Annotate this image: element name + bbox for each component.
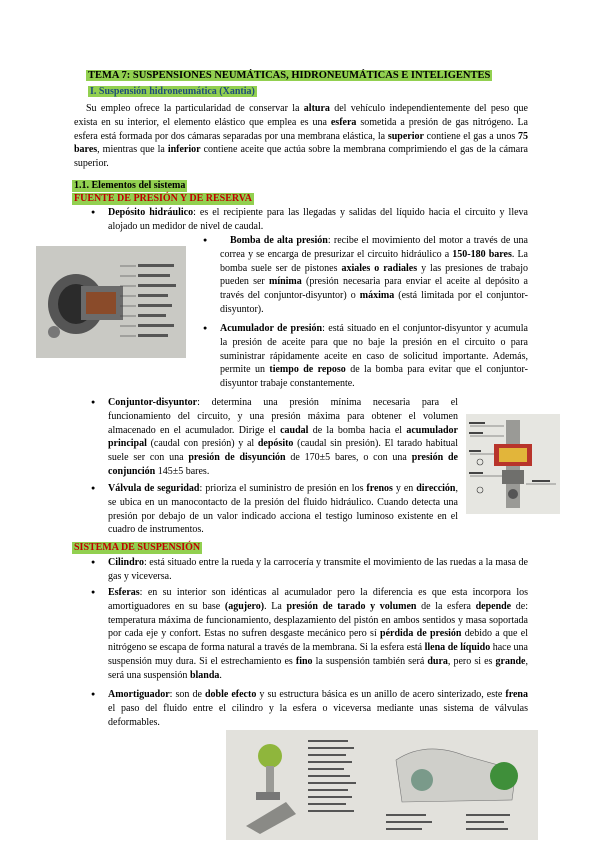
page-title: TEMA 7: SUSPENSIONES NEUMÁTICAS, HIDRONEUMÁTICAS E INTELIGENTES xyxy=(88,70,491,81)
bullet-esferas: ● Esferas: en su interior son idénticas al acumulador pero la diferencia es que esta incorpora los amortiguadores en su base (agujero). La presión de tarado y volumen de la esfera depende de: temperatura máxima de funcionamiento, desplazamiento del pistón en ambos sentidos y masa soportada por cada eje y confort. Estas no sufren desgaste mecánico pero sí pérdida de presión debido a que el nitrógeno se escapa de forma natural a través de la membrana. Si la esfera está llena de líquido hace una suspensión muy dura. Si el estrechamiento es fino la suspensión también será dura, pero si es grande, será una suspensión blanda. xyxy=(108,586,528,683)
section-heading-elements: 1.1. Elementos del sistema xyxy=(74,180,186,191)
suspension-diagram-icon xyxy=(226,730,538,840)
section-heading-fuente: FUENTE DE PRESIÓN Y DE RESERVA xyxy=(74,193,252,204)
bullet-conjuntor: ● Conjuntor-disyuntor: determina una presión mínima necesaria para el funcionamiento del circuito, y una presión máxima para obtener el volumen almacenado en el acumulador. Dirige el caudal de la bomba hacia el acumulador principal (caudal con presión) y al depósito (caudal sin presión). El tarado habitual suele ser con una presión de disyunción de 170±5 bares, o con una presión de conjunción 145±5 bares. xyxy=(108,396,458,479)
intro-paragraph: Su empleo ofrece la particularidad de conservar la altura del vehículo independientemente del peso que exista en su interior, el elemento elástico que emplea es una esfera sometida a presión de gas nitrógeno. La esfera está formada por dos cámaras separadas por una membrana elástica, la superior contiene el gas a unos 75 bares, mientras que la inferior contiene aceite que actúa sobre la membrana comprimiendo el gas de la cámara superior. xyxy=(74,103,528,170)
bullet-acumulador: ● Acumulador de presión: está situado en el conjuntor-disyuntor y acumula la presión de aceite para que no baje la presión en el circuito o para suministrar rápidamente aceite en caso de solicitud importante. Además, permite un tiempo de reposo de la bomba para evitar que el conjuntor-disyuntor trabaje constantemente. xyxy=(220,322,528,391)
bullet-valvula: ● Válvula de seguridad: prioriza el suministro de presión en los frenos y en dirección, se ubica en un manocontacto de la presión del fluido hidráulico. Cuando detecta una presión por debajo de un valor indicado acciona el testigo luminoso existente en el cuadro de instrumentos. xyxy=(108,482,458,537)
section-subtitle: I. Suspensión hidroneumática (Xantia) xyxy=(90,86,255,97)
conjuntor-diagram-icon xyxy=(466,414,560,514)
section-heading-sistema: SISTEMA DE SUSPENSIÓN xyxy=(74,542,201,553)
bullet-bomba: ● Bomba de alta presión: recibe el movimiento del motor a través de una correa y se encarga de presurizar el circuito hidráulico a 150-180 bares. La bomba suele ser de pistones axiales o radiales y las presiones de trabajo pueden ser mínima (presión necesaria para enviar el aceite al depósito a través del conjuntor-disyuntor) o máxima (está limitada por el conjuntor-disyuntor). xyxy=(220,234,528,317)
bullet-deposito: ● Depósito hidráulico: es el recipiente para las llegadas y salidas del líquido hacia el circuito y lleva alojado un medidor de nivel de caudal. xyxy=(108,206,528,234)
bullet-amortiguador: ● Amortiguador: son de doble efecto y su estructura básica es un anillo de acero sinterizado, este frena el paso del fluido entre el cilindro y la esfera o viceversa mediante unas sistema de válvulas deformables. xyxy=(108,688,528,729)
pump-photo-icon xyxy=(36,246,186,358)
bullet-cilindro: ● Cilindro: está situado entre la rueda y la carrocería y transmite el movimiento de las ruedas a la masa de gas y viceversa. xyxy=(108,556,528,584)
